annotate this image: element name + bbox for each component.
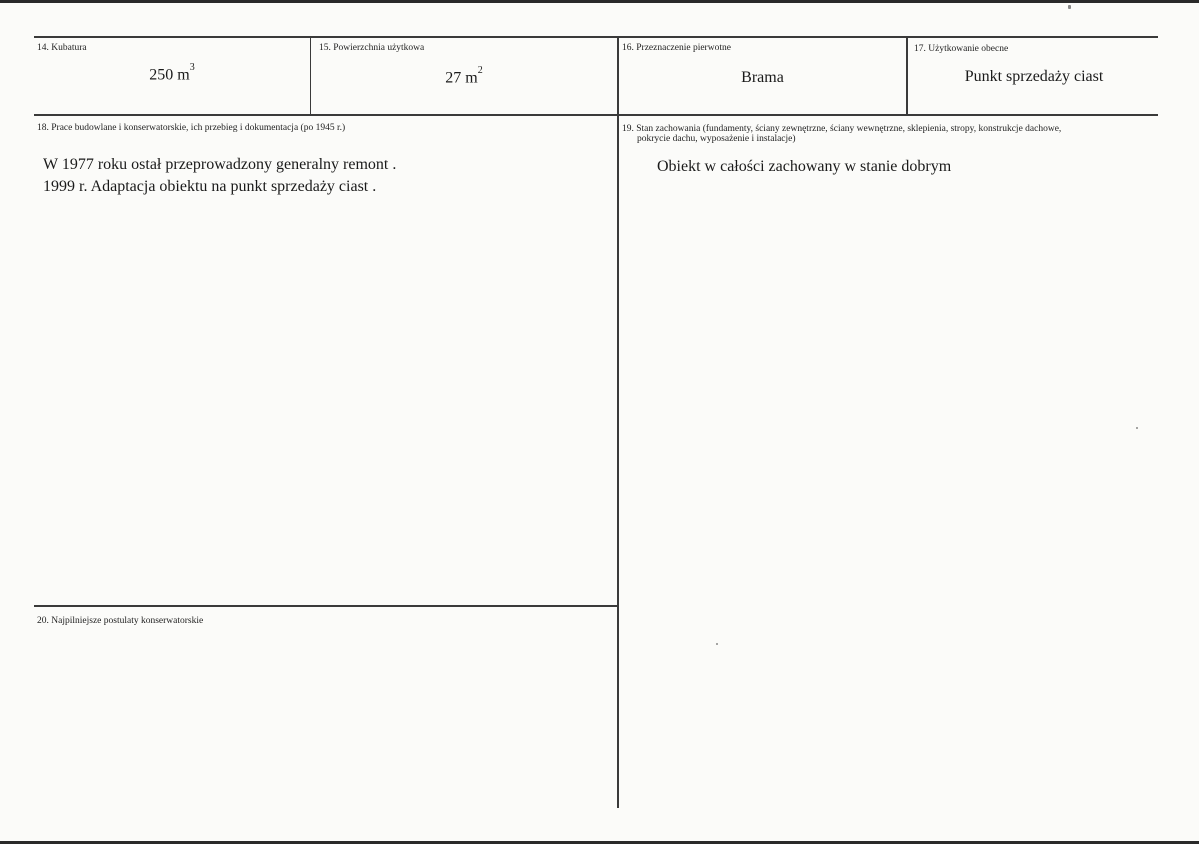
prace-budowlane-line-1: W 1977 roku ostał przeprowadzony generalny remont . <box>43 156 397 173</box>
form-sheet <box>0 3 1199 841</box>
kubatura-label: 14. Kubatura <box>37 43 87 53</box>
top-border-line <box>34 36 1158 38</box>
divider-15-16 <box>617 36 619 808</box>
przeznaczenie-value: Brama <box>741 69 784 86</box>
scan-speck <box>1136 427 1138 429</box>
prace-budowlane-label: 18. Prace budowlane i konserwatorskie, ich przebieg i dokumentacja (po 1945 r.) <box>37 123 346 133</box>
row1-bottom-line <box>34 114 1158 116</box>
powierzchnia-number: 27 m <box>445 69 478 87</box>
powierzchnia-value <box>311 65 617 87</box>
prace-budowlane-line-2: 1999 r. Adaptacja obiektu na punkt sprzedaży ciast . <box>43 178 377 195</box>
przeznaczenie-label: 16. Przeznaczenie pierwotne <box>622 43 731 53</box>
divider-18-20 <box>34 605 618 607</box>
postulaty-label: 20. Najpilniejsze postulaty konserwatorskie <box>37 616 204 626</box>
uzytkowanie-value: Punkt sprzedaży ciast <box>964 68 1104 85</box>
stan-zachowania-label-line-1: 19. Stan zachowania (fundamenty, ściany zewnętrzne, ściany wewnętrzne, sklepienia, stropy, konstrukcje dachowe, <box>622 124 1062 134</box>
powierzchnia-unit-exponent: 2 <box>477 65 483 76</box>
stan-zachowania-label-line-2: pokrycie dachu, wyposażenie i instalacje) <box>637 134 796 144</box>
scan-speck <box>1068 5 1071 9</box>
kubatura-value <box>34 62 310 84</box>
kubatura-number: 250 m <box>149 66 190 84</box>
stan-zachowania-text: Obiekt w całości zachowany w stanie dobrym <box>657 158 952 175</box>
kubatura-unit-exponent: 3 <box>189 62 195 73</box>
scan-speck <box>716 643 718 645</box>
powierzchnia-label: 15. Powierzchnia użytkowa <box>319 43 425 53</box>
uzytkowanie-label: 17. Użytkowanie obecne <box>914 44 1009 54</box>
